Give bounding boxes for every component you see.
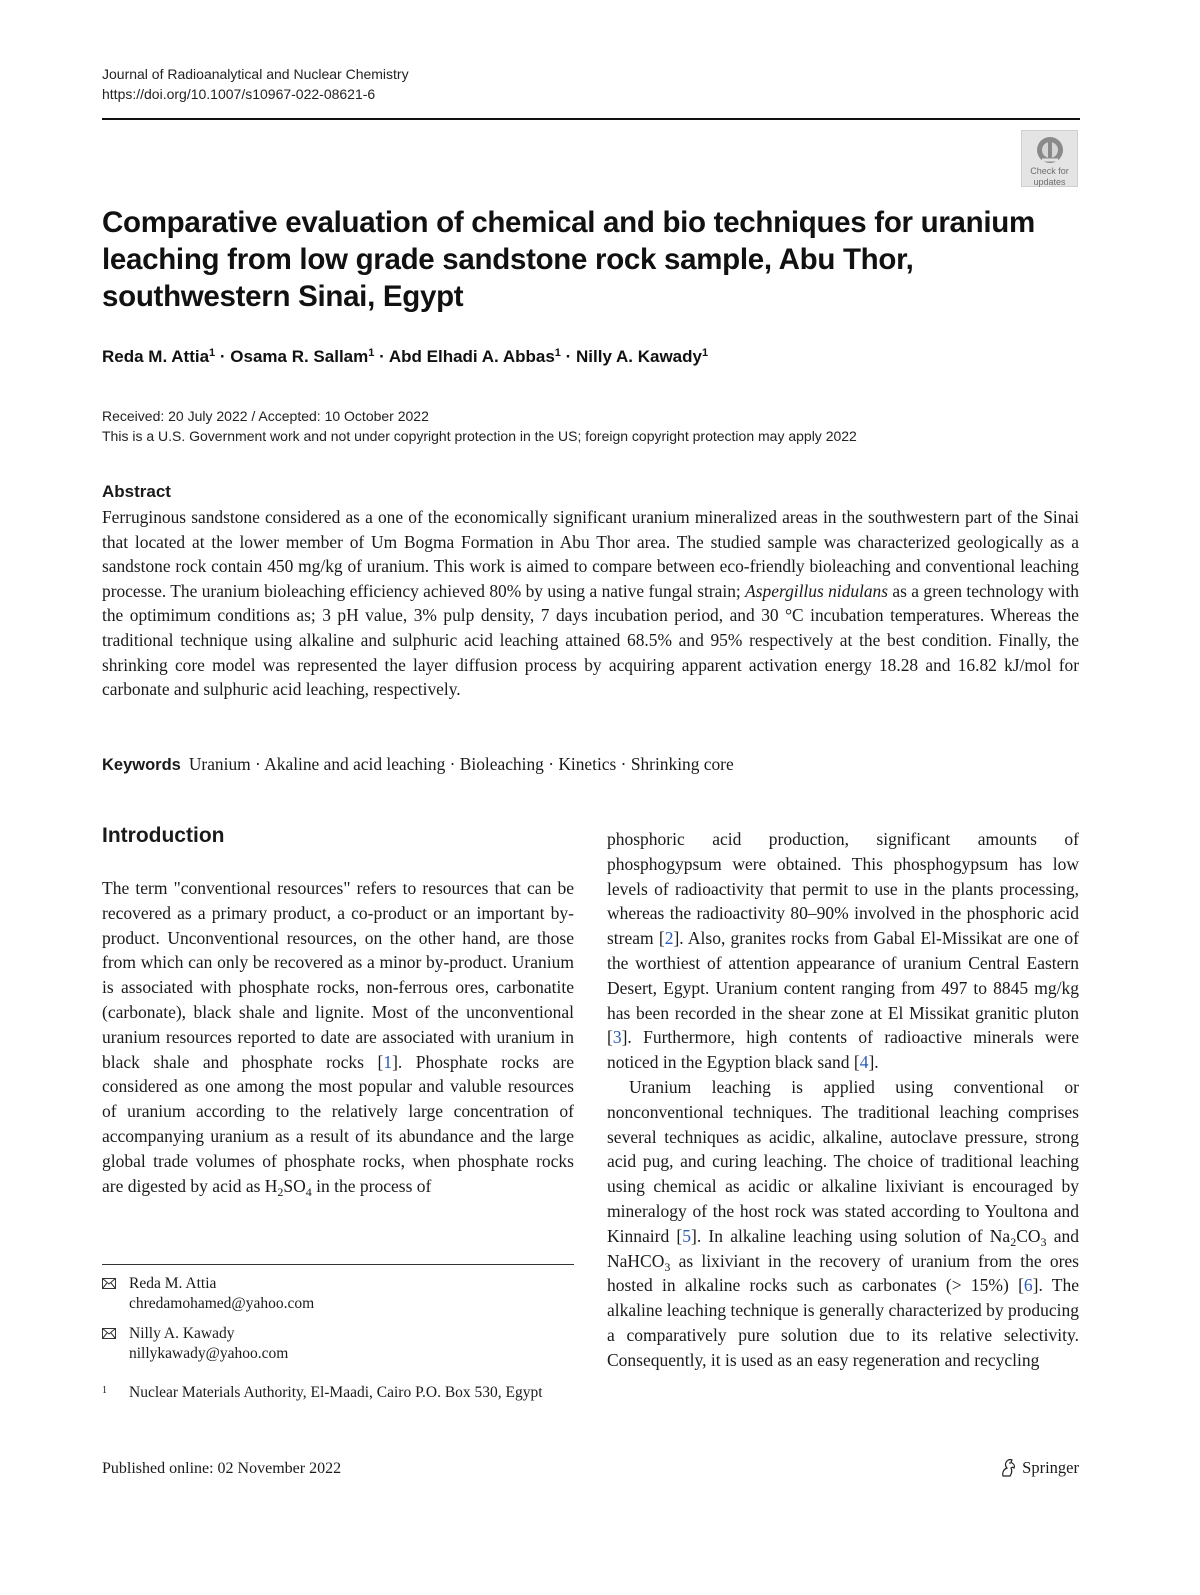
author-affil: 1 <box>701 347 709 359</box>
intro-left-column <box>102 876 574 1198</box>
introduction-heading: Introduction <box>102 824 225 847</box>
author-separator: · <box>215 347 231 366</box>
author-name: Reda M. Attia <box>102 347 210 366</box>
journal-name: Journal of Radioanalytical and Nuclear Chemistry <box>102 66 409 82</box>
citation-link[interactable]: 1 <box>383 1051 393 1072</box>
abstract-part-1: Ferruginous sandstone considered as a one of the economically significant uranium mineralized areas in the southwestern part of the Sinai that located at the lower member of Um Bogma Formation in Abu Thor area. The studied sample was characterized geologically as a sandstone rock contain 450 mg/kg of uranium. This work is aimed to compare between eco-friendly bioleaching and conventional leaching processe. The uranium bioleaching efficiency achieved 80% by using a native fungal strain; <box>102 507 1079 601</box>
springer-horse-icon <box>999 1458 1017 1478</box>
abstract-heading: Abstract <box>102 482 171 501</box>
author-separator: · <box>374 347 389 366</box>
keyword: Shrinking core <box>630 754 734 774</box>
abstract-part-2: as a green technology with the optimimum conditions as; 3 pH value, 3% pulp density, 7 days incubation period, and 30 °C incubation temperatures. Whereas the traditional technique using alkaline and sulphuric acid leaching attained 68.5% and 95% respectively at the best condition. Finally, the shrinking core model was represented the layer diffusion process by acquiring apparent activation energy 18.28 and 16.82 kJ/mol for carbonate and sulphuric acid leaching, respectively. <box>102 580 1079 700</box>
keyword: Uranium <box>188 754 251 774</box>
affiliation <box>102 1382 574 1403</box>
author-separator: · <box>560 347 577 366</box>
text-run: ]. Also, granites rocks from Gabal El-Missikat are one of the worthiest of attention appearance of uranium Central Eastern Desert, Egypt. Uranium content ranging from 497 to 8845 mg/kg has been recorded in the shear zone at El Missikat granitic pluton [ <box>607 928 1079 1048</box>
text-run: Uranium leaching is applied using conventional or nonconventional techniques. The traditional leaching comprises several techniques as acidic, alkaline, autoclave pressure, strong acid pug, and curing leaching. The choice of traditional leaching using chemical as acidic or alkaline lixiviant is encouraged by mineralogy of the host rock was stated according to Youltona and Kinnaird [ <box>607 1076 1079 1246</box>
corresponding-author <box>102 1274 314 1314</box>
received-accepted-dates: Received: 20 July 2022 / Accepted: 10 October 2022 <box>102 408 429 424</box>
keyword-separator: · <box>250 754 265 774</box>
text-run: The term "conventional resources" refers to resources that can be recovered as a primary product, a co-product or an important by-product. Unconventional resources, on the other hand, are those from which can only be recovered as a minor by-product. Uranium is associated with phosphate rocks, non-ferrous ores, carbonatite (carbonate), black shale and lignite. Most of the unconventional uranium resources reported to date are associated with uranium in black shale and phosphate rocks [ <box>102 878 574 1072</box>
article-history <box>102 406 857 446</box>
copyright-notice: This is a U.S. Government work and not under copyright protection in the US; foreign copyright protection may apply 2022 <box>102 428 857 444</box>
intro-paragraph <box>102 876 574 1198</box>
author-list <box>102 347 708 367</box>
published-online-date: Published online: 02 November 2022 <box>102 1460 342 1477</box>
affiliation-number: 1 <box>102 1385 107 1396</box>
author-affil: 1 <box>209 347 216 359</box>
keyword-separator: · <box>616 754 631 774</box>
corr-author-email[interactable]: chredamohamed@yahoo.com <box>129 1295 315 1312</box>
text-run: in the process of <box>311 1175 432 1196</box>
publisher-name: Springer <box>1022 1458 1079 1477</box>
text-run: and NaHCO <box>607 1225 1079 1271</box>
text-run: ]. The alkaline leaching technique is generally characterized by producing a comparatively pure solution due to its relative selectivity. Consequently, it is used as an easy regeneration and recycling <box>607 1275 1079 1370</box>
corr-author-name: Nilly A. Kawady <box>129 1325 235 1342</box>
corr-author-email[interactable]: nillykawady@yahoo.com <box>129 1345 289 1362</box>
text-run: as lixiviant in the recovery of uranium from the ores hosted in alkaline rocks such as carbonates (> 15%) [ <box>607 1250 1079 1296</box>
citation-link[interactable]: 2 <box>664 928 674 949</box>
citation-link[interactable]: 6 <box>1023 1275 1033 1296</box>
envelope-icon <box>102 1328 116 1339</box>
intro-paragraph <box>607 1075 1079 1373</box>
subscript: 2 <box>277 1184 284 1199</box>
keyword: Bioleaching <box>459 754 544 774</box>
keywords-label: Keywords <box>102 756 181 774</box>
check-for-updates-badge[interactable] <box>1021 130 1078 187</box>
text-run: ]. <box>868 1052 879 1073</box>
author-name: Abd Elhadi A. Abbas <box>388 347 555 366</box>
subscript: 4 <box>305 1184 312 1199</box>
keyword-separator: · <box>445 754 460 774</box>
header-rule <box>102 118 1080 120</box>
journal-header <box>102 64 409 104</box>
intro-right-column <box>607 827 1079 1373</box>
author-affil: 1 <box>368 347 375 359</box>
text-run: ]. Furthermore, high contents of radioactive minerals were noticed in the Egyption black sand [ <box>607 1027 1079 1073</box>
subscript: 3 <box>1040 1234 1047 1249</box>
keyword-separator: · <box>543 754 559 774</box>
author-name: Osama R. Sallam <box>230 347 369 366</box>
footnote-rule <box>102 1264 574 1265</box>
publisher-logo <box>999 1458 1079 1478</box>
crossmark-icon <box>1035 135 1065 165</box>
author-name: Nilly A. Kawady <box>576 347 702 366</box>
subscript: 3 <box>664 1259 671 1274</box>
affiliation-text: Nuclear Materials Authority, El-Maadi, Cairo P.O. Box 530, Egypt <box>129 1384 543 1401</box>
citation-link[interactable]: 4 <box>859 1052 869 1073</box>
article-title: Comparative evaluation of chemical and bio techniques for uranium leaching from low grade sandstone rock sample, Abu Thor, southwestern Sinai, Egypt <box>102 206 1035 313</box>
corresponding-author <box>102 1324 288 1364</box>
text-run: CO <box>1016 1225 1041 1246</box>
text-run: ]. In alkaline leaching using solution of Na <box>691 1225 1011 1246</box>
text-run: SO <box>283 1175 306 1196</box>
citation-link[interactable]: 3 <box>612 1027 622 1048</box>
crossmark-label-2: updates <box>1033 177 1066 187</box>
subscript: 2 <box>1010 1234 1017 1249</box>
doi-link[interactable]: https://doi.org/10.1007/s10967-022-08621-6 <box>102 86 376 102</box>
envelope-icon <box>102 1278 116 1289</box>
keyword: Kinetics <box>558 754 617 774</box>
species-name: Aspergillus nidulans <box>745 580 889 601</box>
keyword: Akaline and acid leaching <box>264 754 446 774</box>
author-affil: 1 <box>554 347 561 359</box>
corr-author-name: Reda M. Attia <box>129 1275 217 1292</box>
intro-paragraph <box>607 827 1079 1075</box>
crossmark-label-1: Check for <box>1030 166 1069 176</box>
text-run: ]. Phosphate rocks are considered as one among the most popular and valuble resources of uranium according to the relatively large concentration of accompanying uranium as a result of its abundance and the large global trade volumes of phosphate rocks, when phosphate rocks are digested by acid as H <box>102 1051 574 1196</box>
text-run: phosphoric acid production, significant amounts of phosphogypsum were obtained. This phosphogypsum has low levels of radioactivity that permit to use in the plants processing, whereas the radioactivity 80–90% involved in the phosphoric acid stream [ <box>607 829 1079 949</box>
keywords <box>102 752 1079 777</box>
abstract-text <box>102 505 1079 702</box>
citation-link[interactable]: 5 <box>682 1225 691 1246</box>
